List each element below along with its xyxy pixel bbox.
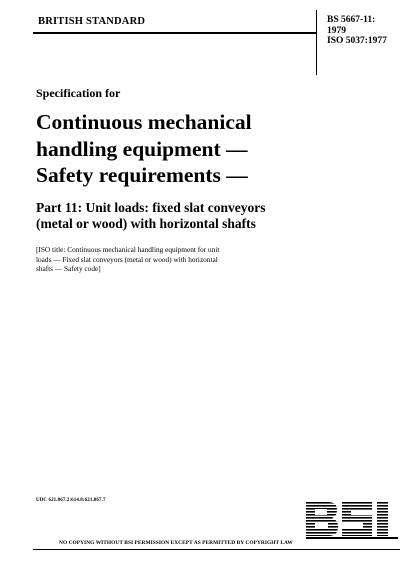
part-line: Part 11: Unit loads: fixed slat conveyors: [36, 200, 266, 215]
title-line: Continuous mechanical: [36, 110, 252, 134]
standard-number-line: 1979: [327, 25, 346, 36]
title-line: handling equipment —: [36, 136, 248, 161]
document-title: [36, 109, 326, 189]
part-subtitle: [36, 200, 336, 232]
iso-title-line: shafts — Safety code]: [36, 264, 101, 273]
udc-code: UDC 621.867.2:614.8:621.867.7: [36, 498, 106, 503]
header-divider: [316, 10, 317, 75]
title-line: Safety requirements —: [36, 163, 248, 187]
copyright-notice: NO COPYING WITHOUT BSI PERMISSION EXCEPT AS PERMITTED BY COPYRIGHT LAW: [59, 540, 293, 546]
iso-title-line: loads — Fixed slat conveyors (metal or wood) with horizontal: [36, 254, 218, 264]
iso-title-line: [ISO title: Continuous mechanical handling equipment for unit: [36, 245, 220, 254]
part-line: (metal or wood) with horizontal shafts: [36, 216, 256, 231]
bottom-rule: [33, 549, 400, 550]
publisher-label: BRITISH STANDARD: [38, 16, 146, 27]
standard-number: [327, 15, 409, 47]
iso-title-note: [36, 245, 326, 274]
bsi-logo: [304, 499, 400, 539]
spec-for-label: Specification for: [36, 86, 121, 100]
standard-number-line: ISO 5037:1977: [327, 36, 387, 46]
standard-number-line: BS 5667-11:: [327, 15, 376, 25]
top-rule: [33, 32, 316, 34]
